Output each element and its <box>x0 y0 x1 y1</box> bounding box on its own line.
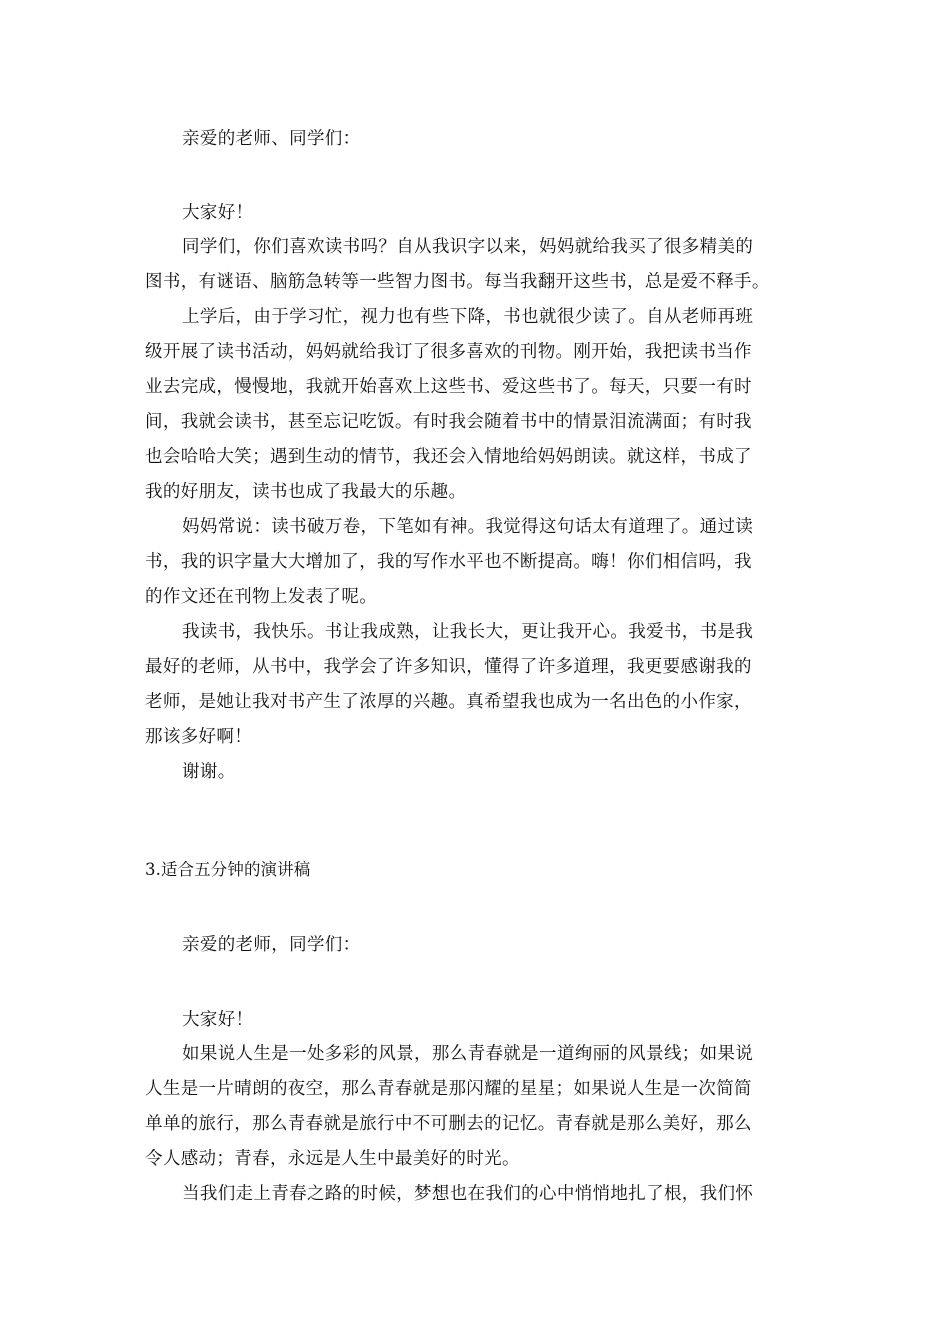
paragraph-line: 级开展了读书活动，妈妈就给我订了很多喜欢的刊物。刚开始，我把读书当作 <box>145 342 752 362</box>
paragraph-line: 最好的老师，从书中，我学会了许多知识，懂得了许多道理，我更要感谢我的 <box>145 657 752 677</box>
paragraph-line: 老师，是她让我对书产生了浓厚的兴趣。真希望我也成为一名出色的小作家， <box>145 692 752 712</box>
greeting: 大家好！ <box>182 203 254 223</box>
paragraph-line: 间，我就会读书，甚至忘记吃饭。有时我会随着书中的情景泪流满面；有时我 <box>145 412 752 432</box>
paragraph-line: 那该多好啊！ <box>145 727 253 747</box>
paragraph-line: 谢谢。 <box>182 762 236 782</box>
paragraph-line: 妈妈常说：读书破万卷，下笔如有神。我觉得这句话太有道理了。通过读 <box>182 517 754 537</box>
salutation: 亲爱的老师，同学们： <box>182 935 361 955</box>
paragraph-line: 业去完成，慢慢地，我就开始喜欢上这些书、爱这些书了。每天，只要一有时 <box>145 377 752 397</box>
paragraph-line: 令人感动；青春，永远是人生中最美好的时光。 <box>145 1149 520 1169</box>
section-heading: 3.适合五分钟的演讲稿 <box>145 860 311 879</box>
paragraph-line: 当我们走上青春之路的时候，梦想也在我们的心中悄悄地扎了根，我们怀 <box>182 1184 754 1204</box>
paragraph-line: 我的好朋友，读书也成了我最大的乐趣。 <box>145 482 467 502</box>
paragraph-line: 我读书，我快乐。书让我成熟，让我长大，更让我开心。我爱书，书是我 <box>182 622 754 642</box>
paragraph-line: 也会哈哈大笑；遇到生动的情节，我还会入情地给妈妈朗读。就这样，书成了 <box>145 447 752 467</box>
paragraph-line: 如果说人生是一处多彩的风景，那么青春就是一道绚丽的风景线；如果说 <box>182 1044 754 1064</box>
paragraph-line: 单单的旅行，那么青春就是旅行中不可删去的记忆。青春就是那么美好，那么 <box>145 1114 752 1134</box>
paragraph-line: 同学们，你们喜欢读书吗？自从我识字以来，妈妈就给我买了很多精美的 <box>182 237 754 257</box>
paragraph-line: 上学后，由于学习忙，视力也有些下降，书也就很少读了。自从老师再班 <box>182 307 754 327</box>
paragraph-line: 的作文还在刊物上发表了呢。 <box>145 587 378 607</box>
salutation: 亲爱的老师、同学们： <box>182 129 361 149</box>
greeting: 大家好！ <box>182 1010 254 1030</box>
paragraph-line: 图书，有谜语、脑筋急转等一些智力图书。每当我翻开这些书，总是爱不释手。 <box>145 272 770 292</box>
paragraph-line: 书，我的识字量大大增加了，我的写作水平也不断提高。嗨！你们相信吗，我 <box>145 552 752 572</box>
paragraph-line: 人生是一片晴朗的夜空，那么青春就是那闪耀的星星；如果说人生是一次简简 <box>145 1079 752 1099</box>
